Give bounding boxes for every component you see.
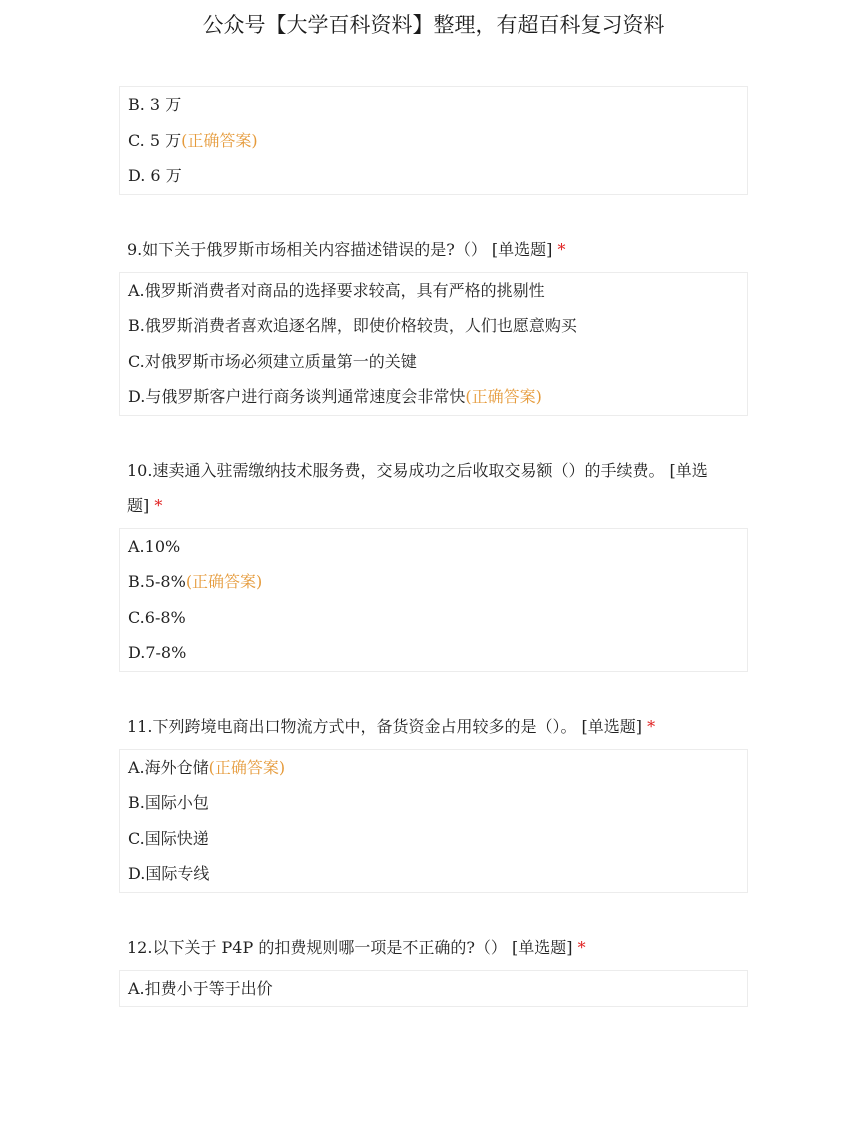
option-q9-a[interactable]: A.俄罗斯消费者对商品的选择要求较高，具有严格的挑剔性 bbox=[128, 280, 545, 300]
option-q12-a[interactable]: A.扣费小于等于出价 bbox=[128, 978, 273, 998]
question-10-options bbox=[119, 528, 748, 672]
question-9-title: 9.如下关于俄罗斯市场相关内容描述错误的是?（） [单选题] * bbox=[127, 239, 566, 259]
option-q9-b[interactable]: B.俄罗斯消费者喜欢追逐名牌，即使价格较贵，人们也愿意购买 bbox=[128, 316, 577, 335]
required-mark: * bbox=[647, 716, 656, 736]
question-8-options bbox=[119, 86, 748, 195]
question-12-options bbox=[119, 970, 748, 1008]
correct-answer-mark: (正确答案) bbox=[208, 757, 286, 777]
option-q11-a[interactable]: A.海外仓储(正确答案) bbox=[128, 757, 286, 777]
option-q10-d[interactable]: D.7-8% bbox=[128, 643, 187, 662]
option-q10-b[interactable]: B.5-8%(正确答案) bbox=[128, 572, 263, 591]
required-mark: * bbox=[557, 239, 566, 259]
option-q11-d[interactable]: D.国际专线 bbox=[128, 864, 210, 883]
question-12-title: 12.以下关于 P4P 的扣费规则哪一项是不正确的?（） [单选题] * bbox=[127, 937, 586, 957]
option-q11-b[interactable]: B.国际小包 bbox=[128, 793, 209, 812]
page-header: 公众号【大学百科资料】整理，有超百科复习资料 bbox=[202, 13, 665, 37]
option-q10-c[interactable]: C.6-8% bbox=[128, 607, 186, 627]
required-mark: * bbox=[154, 495, 163, 515]
option-q10-a[interactable]: A.10% bbox=[128, 536, 181, 556]
question-9-options bbox=[119, 272, 748, 416]
correct-answer-mark: (正确答案) bbox=[465, 387, 542, 406]
option-q9-c[interactable]: C.对俄罗斯市场必须建立质量第一的关键 bbox=[128, 351, 417, 371]
question-11-options bbox=[119, 749, 748, 893]
correct-answer-mark: (正确答案) bbox=[185, 572, 263, 591]
correct-answer-mark: (正确答案) bbox=[181, 130, 258, 150]
required-mark: * bbox=[577, 937, 586, 957]
question-11-title: 11.下列跨境电商出口物流方式中，备货资金占用较多的是（）。 [单选题] * bbox=[127, 716, 656, 736]
survey-content bbox=[119, 86, 748, 1007]
option-q9-d[interactable]: D.与俄罗斯客户进行商务谈判通常速度会非常快(正确答案) bbox=[128, 387, 542, 406]
option-q8-b[interactable]: B. 3 万 bbox=[128, 95, 182, 114]
option-q8-c[interactable]: C. 5 万(正确答案) bbox=[128, 130, 258, 150]
question-10-title: 10.速卖通入驻需缴纳技术服务费，交易成功之后收取交易额（）的手续费。 [单选 题] * bbox=[127, 460, 708, 515]
option-q11-c[interactable]: C.国际快递 bbox=[128, 828, 209, 848]
option-q8-d[interactable]: D. 6 万 bbox=[128, 166, 182, 185]
